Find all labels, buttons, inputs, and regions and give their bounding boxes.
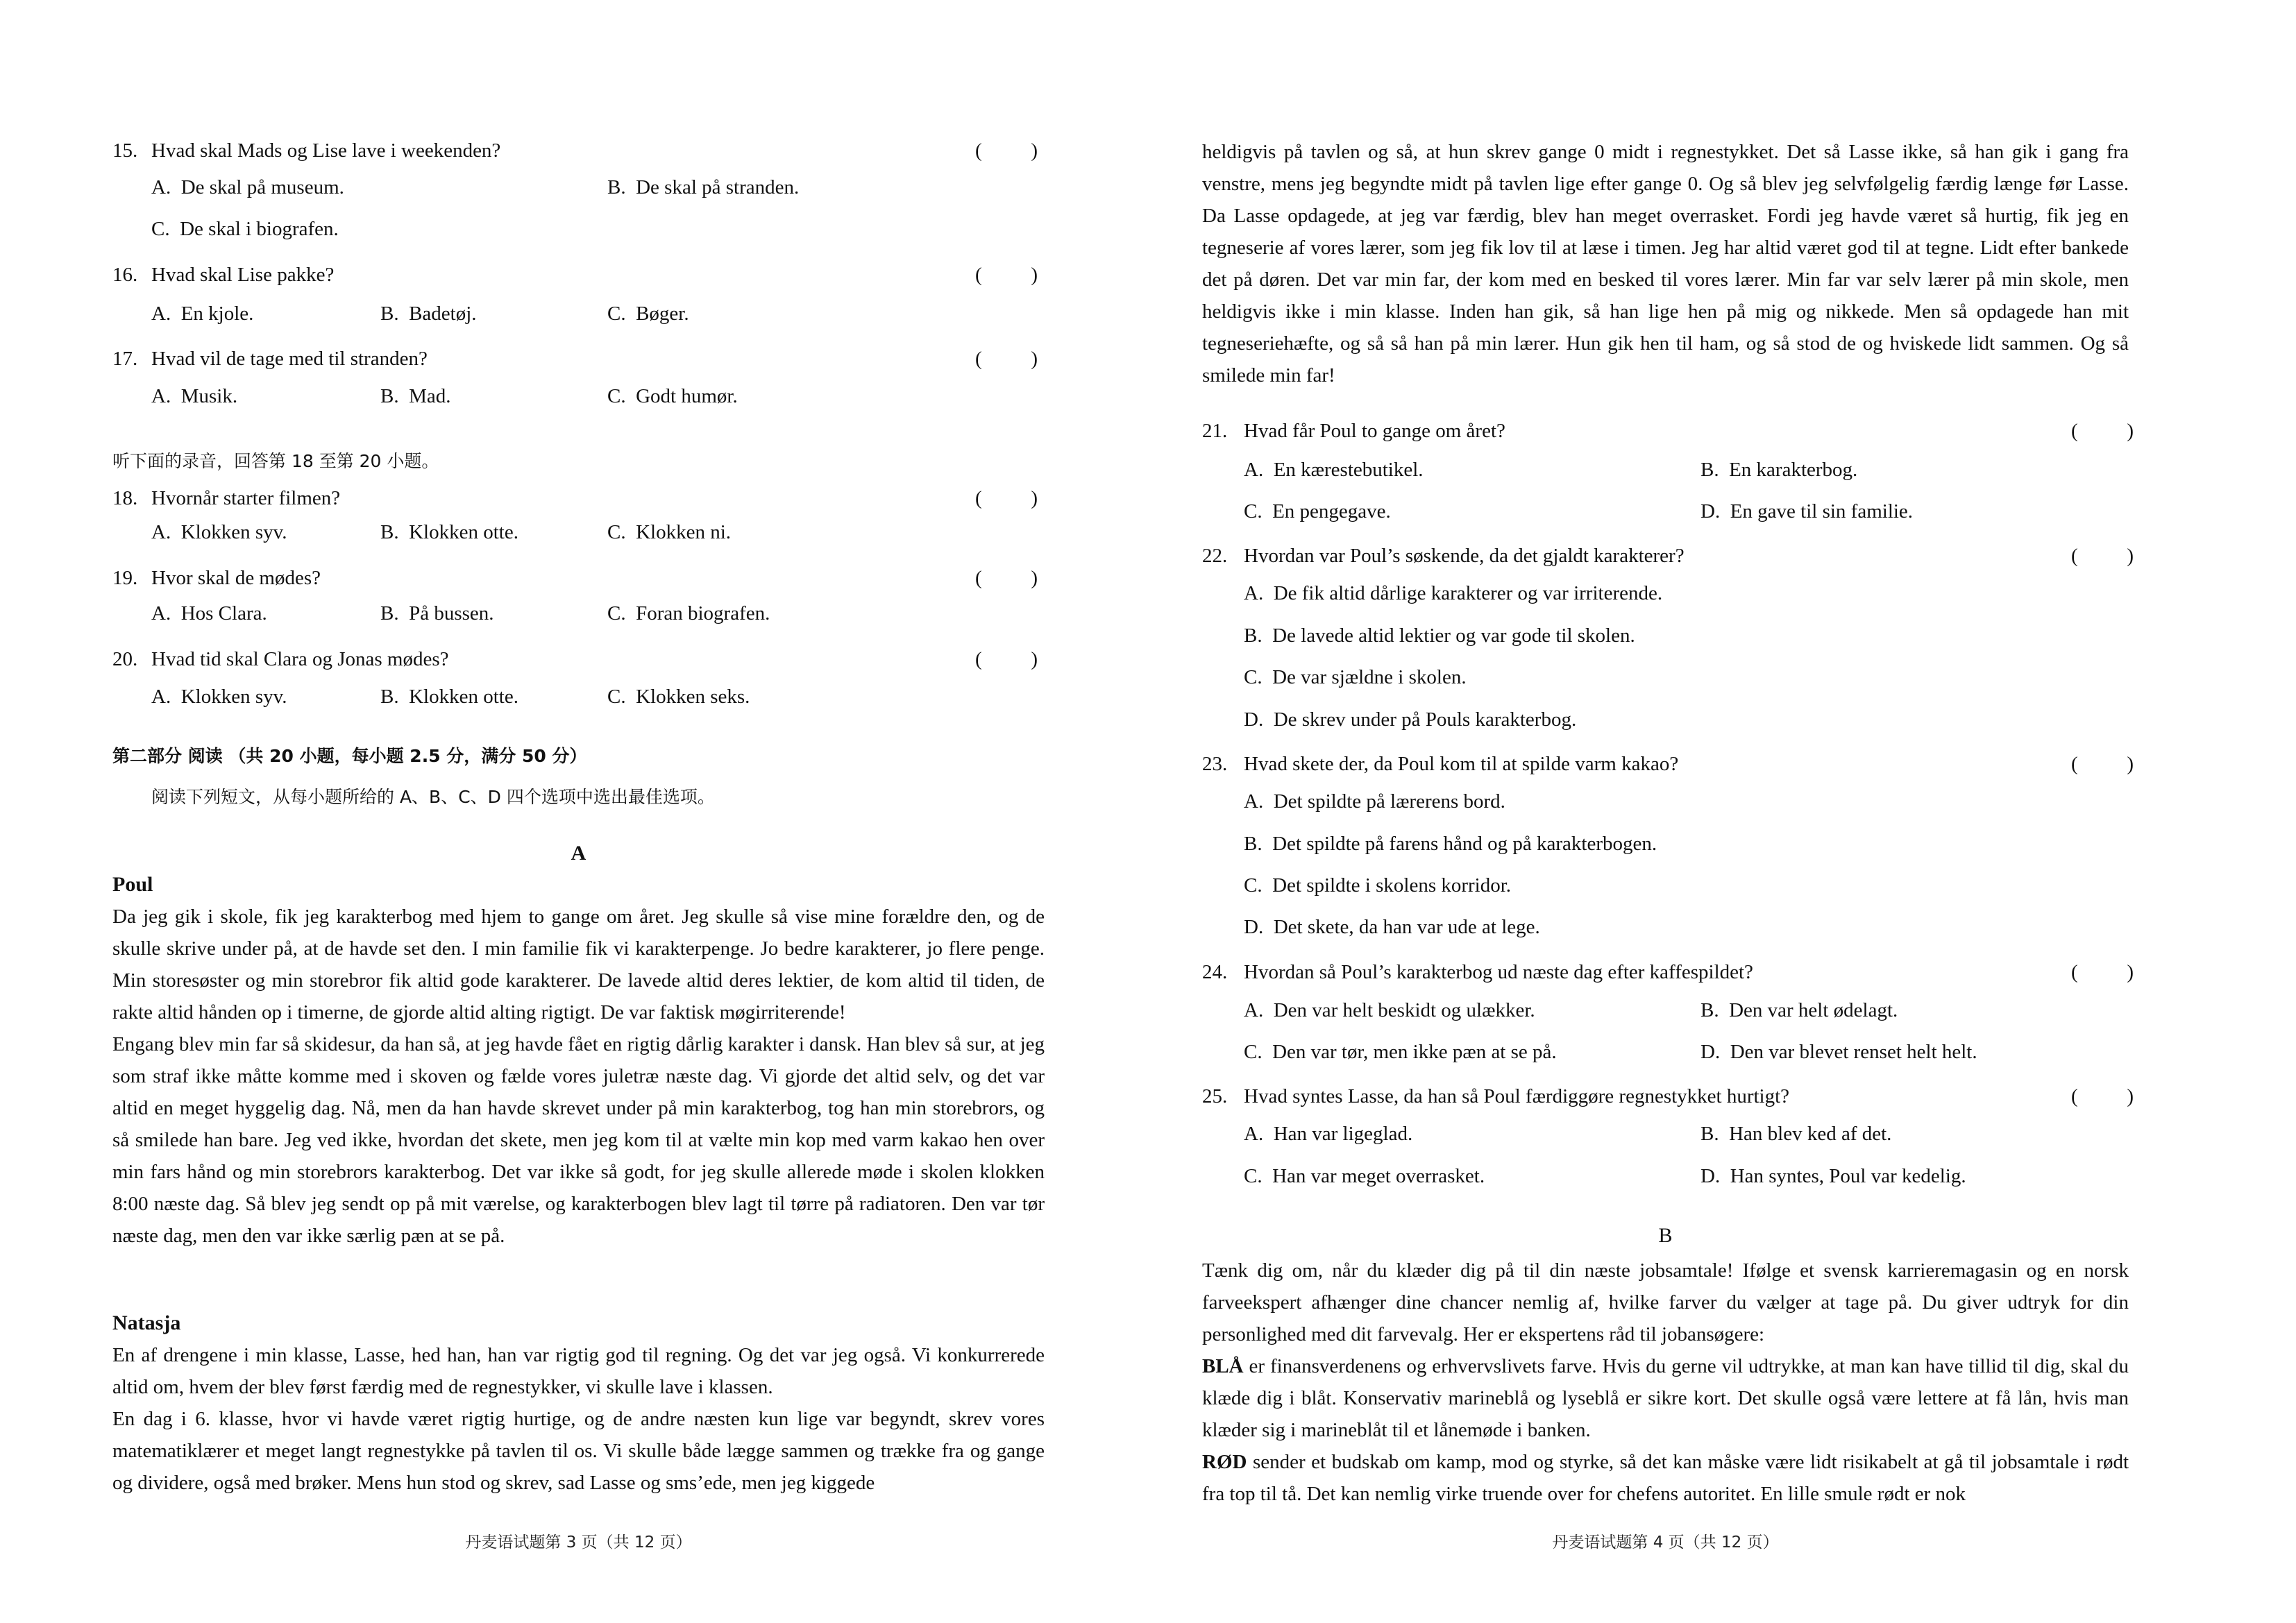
question-number: 15. [112, 139, 138, 162]
option-a[interactable]: A. Klokken syv. [151, 521, 287, 543]
option-a[interactable]: A. De fik altid dårlige karakterer og var irriterende. [1244, 582, 1663, 604]
answer-blank[interactable]: ( ) [975, 567, 1038, 589]
option-c[interactable]: C. Godt humør. [607, 385, 738, 407]
question-number: 21. [1202, 420, 1228, 442]
option-a[interactable]: A. Han var ligeglad. [1244, 1123, 1413, 1145]
option-d[interactable]: D. De skrev under på Pouls karakterbog. [1244, 708, 1577, 731]
passage-continuation [1202, 136, 2129, 391]
natasja-heading: Natasja [112, 1311, 181, 1334]
question-number: 19. [112, 567, 138, 589]
question-number: 23. [1202, 753, 1228, 775]
question-number: 16. [112, 264, 138, 286]
question-number: 24. [1202, 961, 1228, 983]
passage-b-text [1202, 1255, 2129, 1510]
question-text: Hvad skal Lise pakke? [151, 264, 335, 286]
option-c[interactable]: C. Bøger. [607, 303, 689, 325]
option-a[interactable]: A. Det spildte på lærerens bord. [1244, 790, 1505, 813]
option-b[interactable]: B. En karakterbog. [1700, 459, 1858, 481]
option-b[interactable]: B. Han blev ked af det. [1700, 1123, 1892, 1145]
page-footer: 丹麦语试题第 3 页（共 12 页） [465, 1533, 692, 1552]
option-a[interactable]: A. De skal på museum. [151, 176, 344, 198]
option-a[interactable]: A. En kjole. [151, 303, 254, 325]
option-b[interactable]: B. Den var helt ødelagt. [1700, 999, 1898, 1021]
option-b[interactable]: B. Klokken otte. [380, 521, 518, 543]
question-text: Hvordan så Poul’s karakterbog ud næste dag efter kaffespildet? [1244, 961, 1753, 983]
option-b[interactable]: B. Mad. [380, 385, 451, 407]
color-advice-blue: BLÅ er finansverdenens og erhvervslivets farve. Hvis du gerne vil udtrykke, at man kan have tillid til dig, skal du klæde dig i blåt. Konservativ marineblå og lyseblå er sikre kort. Det skulle også være lettere at få lån, hvis man klæder sig i marineblåt til et lånemøde i banken. [1202, 1355, 2129, 1441]
option-c[interactable]: C. Klokken seks. [607, 686, 750, 708]
natasja-text [112, 1339, 1045, 1499]
option-b[interactable]: B. De lavede altid lektier og var gode til skolen. [1244, 624, 1635, 647]
option-c[interactable]: C. Foran biografen. [607, 602, 770, 624]
page-footer: 丹麦语试题第 4 页（共 12 页） [1552, 1533, 1779, 1552]
question-number: 25. [1202, 1085, 1228, 1107]
option-a[interactable]: A. Musik. [151, 385, 238, 407]
question-text: Hvad vil de tage med til stranden? [151, 348, 428, 370]
option-a[interactable]: A. Den var helt beskidt og ulækker. [1244, 999, 1535, 1021]
option-d[interactable]: D. En gave til sin familie. [1700, 500, 1914, 522]
answer-blank[interactable]: ( ) [2071, 1085, 2134, 1107]
option-c[interactable]: C. Den var tør, men ikke pæn at se på. [1244, 1041, 1557, 1063]
option-c[interactable]: C. Klokken ni. [607, 521, 732, 543]
color-advice-red: RØD sender et budskab om kamp, mod og styrke, så det kan måske være lidt risikabelt at gå til jobsamtale i rødt fra top til tå. Det kan nemlig virke truende over for chefens autoritet. En lille smule rødt er nok [1202, 1451, 2129, 1505]
exam-page-4 [1148, 0, 2296, 1623]
option-a[interactable]: A. En kærestebutikel. [1244, 459, 1424, 481]
question-text: Hvad skete der, da Poul kom til at spilde varm kakao? [1244, 753, 1679, 775]
question-number: 20. [112, 648, 138, 670]
passage-label: A [571, 842, 586, 865]
option-a[interactable]: A. Hos Clara. [151, 602, 267, 624]
option-b[interactable]: B. Badetøj. [380, 303, 477, 325]
question-text: Hvad tid skal Clara og Jonas mødes? [151, 648, 449, 670]
poul-heading: Poul [112, 873, 153, 896]
option-d[interactable]: D. Den var blevet renset helt helt. [1700, 1041, 1977, 1063]
passage-label: B [1658, 1224, 1673, 1247]
section-instruction: 阅读下列短文，从每小题所给的 A、B、C、D 四个选项中选出最佳选项。 [151, 787, 715, 807]
option-b[interactable]: B. De skal på stranden. [607, 176, 800, 198]
question-text: Hvornår starter filmen? [151, 487, 341, 509]
option-b[interactable]: B. Det spildte på farens hånd og på karakterbogen. [1244, 833, 1657, 855]
answer-blank[interactable]: ( ) [975, 487, 1038, 509]
question-text: Hvor skal de mødes? [151, 567, 321, 589]
option-c[interactable]: C. Det spildte i skolens korridor. [1244, 874, 1512, 897]
answer-blank[interactable]: ( ) [2071, 961, 2134, 983]
question-number: 18. [112, 487, 138, 509]
option-a[interactable]: A. Klokken syv. [151, 686, 287, 708]
answer-blank[interactable]: ( ) [975, 648, 1038, 670]
option-d[interactable]: D. Det skete, da han var ude at lege. [1244, 916, 1540, 938]
paragraph: En af drengene i min klasse, Lasse, hed han, han var rigtig god til regning. Og det var jeg også. Vi konkurrerede altid om, hvem der blev først færdig med de regnestykker, vi skulle lave i klassen. [112, 1344, 1045, 1398]
paragraph: Da jeg gik i skole, fik jeg karakterbog med hjem to gange om året. Jeg skulle så vise mine forældre den, og de skulle skrive under på, at de havde set den. I min familie fik vi karakterpenge. Jo bedre karakterer, jo flere penge. Min storesøster og min storebror fik altid gode karakterer. De lavede altid deres lektier, de kom altid til tiden, de rakte altid hånden op i timerne, de gjorde altid alting rigtigt. De var faktisk møgirriterende! [112, 906, 1045, 1023]
color-term: RØD [1202, 1451, 1247, 1473]
option-c[interactable]: C. De skal i biografen. [151, 218, 339, 240]
paragraph: Tænk dig om, når du klæder dig på til din næste jobsamtale! Ifølge et svensk karrieremagasin og en norsk farveekspert afhænger dine chancer nemlig af, hvilke farver du vælger at tage på. Du giver udtryk for din personlighed med dit farvevalg. Her er ekspertens råd til jobansøgere: [1202, 1259, 2129, 1345]
answer-blank[interactable]: ( ) [2071, 545, 2134, 567]
option-d[interactable]: D. Han syntes, Poul var kedelig. [1700, 1165, 1966, 1187]
question-text: Hvad skal Mads og Lise lave i weekenden? [151, 139, 501, 162]
color-term: BLÅ [1202, 1355, 1244, 1377]
question-number: 22. [1202, 545, 1228, 567]
poul-text [112, 901, 1045, 1252]
listening-instruction: 听下面的录音，回答第 18 至第 20 小题。 [112, 451, 439, 471]
answer-blank[interactable]: ( ) [975, 139, 1038, 162]
answer-blank[interactable]: ( ) [2071, 753, 2134, 775]
question-text: Hvordan var Poul’s søskende, da det gjaldt karakterer? [1244, 545, 1685, 567]
answer-blank[interactable]: ( ) [2071, 420, 2134, 442]
answer-blank[interactable]: ( ) [975, 348, 1038, 370]
paragraph: heldigvis på tavlen og så, at hun skrev gange 0 midt i regnestykket. Det så Lasse ikke, så han gik i gang fra venstre, mens jeg begyndte midt på tavlen lige efter gange 0. Og så blev jeg selvfølgelig færdig længe før Lasse. Da Lasse opdagede, at jeg var færdig, blev han meget overrasket. Fordi jeg havde været så hurtig, fik jeg en tegneserie af vores lærer, som jeg fik lov til at læse i timen. Jeg har altid været god til at tegne. Lidt efter bankede det på døren. Det var min far, der kom med en besked til vores lærer. Min far var selv lærer på min skole, men heldigvis ikke i min klasse. Inden han gik, så han lige hen på mig og nikkede. Men så opdagede han mit tegneseriehæfte, og så så han på min lærer. Hun gik hen til ham, og så stod de og hviskede lidt sammen. Og så smilede min far! [1202, 141, 2129, 386]
option-c[interactable]: C. Han var meget overrasket. [1244, 1165, 1485, 1187]
option-b[interactable]: B. På bussen. [380, 602, 494, 624]
section-title: 第二部分 阅读 （共 20 小题，每小题 2.5 分，满分 50 分） [112, 746, 587, 766]
option-b[interactable]: B. Klokken otte. [380, 686, 518, 708]
question-text: Hvad syntes Lasse, da han så Poul færdiggøre regnestykket hurtigt? [1244, 1085, 1790, 1107]
answer-blank[interactable]: ( ) [975, 264, 1038, 286]
option-c[interactable]: C. En pengegave. [1244, 500, 1391, 522]
question-number: 17. [112, 348, 138, 370]
option-c[interactable]: C. De var sjældne i skolen. [1244, 666, 1467, 688]
paragraph: Engang blev min far så skidesur, da han så, at jeg havde fået en rigtig dårlig karakter i dansk. Han blev så sur, at jeg som straf ikke måtte komme med i skoven og fælde vores juletræ næste dag. Vi gjorde det altid selv, og det var altid en meget hyggelig dag. Nå, men da han havde skrevet under på min karakterbog, tog han min storebrors, og så smilede han bare. Jeg ved ikke, hvordan det skete, men jeg kom til at vælte min kop med varm kakao hen over min fars hånd og min storebrors karakterbog. Det var ikke så godt, for jeg skulle allerede møde i skolen klokken 8:00 næste dag. Så blev jeg sendt op på mit værelse, og karakterbogen blev lagt til tørre på radiatoren. Den var tør næste dag, men den var ikke særlig pæn at se på. [112, 1033, 1045, 1247]
question-text: Hvad får Poul to gange om året? [1244, 420, 1505, 442]
paragraph: En dag i 6. klasse, hvor vi havde været rigtig hurtige, og de andre næsten kun lige var begyndt, skrev vores matematiklærer et meget langt regnestykke på tavlen til os. Vi skulle både lægge sammen og trække fra og gange og dividere, også med brøker. Mens hun stod og skrev, sad Lasse og sms’ede, men jeg kiggede [112, 1408, 1045, 1494]
